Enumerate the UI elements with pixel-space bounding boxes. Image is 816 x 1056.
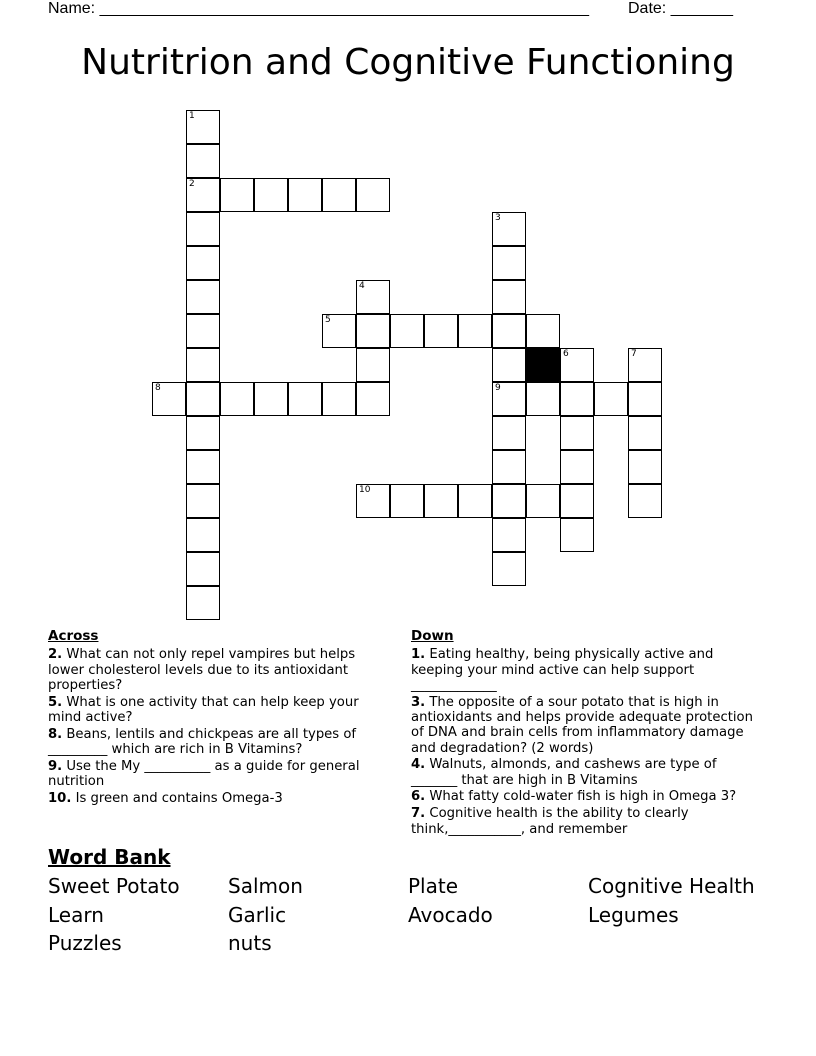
crossword-cell[interactable] — [356, 382, 390, 416]
crossword-cell[interactable] — [628, 416, 662, 450]
crossword-cell[interactable] — [560, 518, 594, 552]
crossword-cell[interactable] — [492, 552, 526, 586]
crossword-cell[interactable] — [492, 382, 526, 416]
crossword-cell[interactable] — [186, 484, 220, 518]
crossword-cell[interactable] — [560, 382, 594, 416]
clue-number: 3 — [495, 213, 501, 223]
word-bank-item: Legumes — [588, 903, 679, 927]
crossword-cell[interactable] — [186, 348, 220, 382]
word-bank-item: Garlic — [228, 903, 287, 927]
crossword-cell[interactable] — [186, 552, 220, 586]
clue-number: 4 — [359, 281, 365, 291]
crossword-cell[interactable] — [186, 518, 220, 552]
crossword-cell[interactable] — [390, 314, 424, 348]
crossword-cell[interactable] — [424, 484, 458, 518]
crossword-cell[interactable] — [186, 212, 220, 246]
crossword-cell[interactable] — [322, 314, 356, 348]
crossword-cell[interactable] — [560, 348, 594, 382]
word-bank-heading: Word Bank — [48, 845, 171, 869]
crossword-cell[interactable] — [492, 348, 526, 382]
crossword-cell[interactable] — [288, 178, 322, 212]
crossword-cell[interactable] — [356, 484, 390, 518]
down-clue-7: 7. Cognitive health is the ability to clearly think,___________, and remember — [411, 806, 689, 837]
word-bank-item: nuts — [228, 931, 272, 955]
clue-number: 9 — [495, 383, 501, 393]
down-clue-1: 1. Eating healthy, being physically active and keeping your mind active can help support _____________ — [411, 647, 714, 693]
crossword-cell[interactable] — [220, 178, 254, 212]
crossword-cell[interactable] — [186, 314, 220, 348]
across-heading: Across — [48, 628, 99, 644]
crossword-cell[interactable] — [322, 382, 356, 416]
clue-number: 8 — [155, 383, 161, 393]
crossword-cell[interactable] — [186, 450, 220, 484]
word-bank-item: Puzzles — [48, 931, 122, 955]
page-title: Nutritrion and Cognitive Functioning — [81, 42, 735, 83]
crossword-cell[interactable] — [220, 382, 254, 416]
down-clue-3: 3. The opposite of a sour potato that is high in antioxidants and helps provide adequate protection of DNA and brain cells from inflammatory damage and degradation? (2 words) — [411, 694, 753, 756]
clue-number: 10 — [359, 485, 371, 495]
crossword-cell[interactable] — [186, 280, 220, 314]
crossword-cell[interactable] — [492, 246, 526, 280]
down-heading: Down — [411, 628, 454, 644]
crossword-cell[interactable] — [526, 484, 560, 518]
crossword-cell[interactable] — [560, 484, 594, 518]
crossword-cell[interactable] — [322, 178, 356, 212]
word-bank-item: Learn — [48, 903, 104, 927]
crossword-cell[interactable] — [356, 280, 390, 314]
crossword-cell[interactable] — [560, 416, 594, 450]
word-bank-item: Salmon — [228, 874, 303, 898]
crossword-cell[interactable] — [390, 484, 424, 518]
word-bank-item: Cognitive Health — [588, 874, 755, 898]
down-clue-6: 6. What fatty cold-water fish is high in Omega 3? — [411, 789, 737, 805]
crossword-cell[interactable] — [492, 484, 526, 518]
crossword-cell[interactable] — [254, 178, 288, 212]
across-clue-9: 9. Use the My __________ as a guide for general nutrition — [48, 758, 360, 790]
crossword-cell[interactable] — [458, 314, 492, 348]
across-clues — [48, 629, 388, 808]
crossword-cell[interactable] — [628, 348, 662, 382]
word-bank-item: Plate — [408, 874, 459, 898]
crossword-cell[interactable] — [186, 178, 220, 212]
crossword-cell[interactable] — [424, 314, 458, 348]
crossword-cell[interactable] — [492, 314, 526, 348]
crossword-cell[interactable] — [186, 246, 220, 280]
crossword-cell[interactable] — [492, 518, 526, 552]
across-clue-2: 2. What can not only repel vampires but helps lower cholesterol levels due to its antioxidant properties? — [48, 647, 356, 693]
clue-number: 1 — [189, 111, 195, 121]
word-bank-item: Sweet Potato — [48, 874, 180, 898]
crossword-cell[interactable] — [526, 382, 560, 416]
crossword-cell[interactable] — [492, 212, 526, 246]
name-field: Name: _______________________________________________________ — [48, 0, 589, 17]
crossword-cell[interactable] — [186, 382, 220, 416]
crossword-cell[interactable] — [186, 144, 220, 178]
clue-number: 5 — [325, 315, 331, 325]
crossword-cell[interactable] — [356, 178, 390, 212]
crossword-cell[interactable] — [560, 450, 594, 484]
crossword-cell[interactable] — [492, 416, 526, 450]
crossword-cell[interactable] — [356, 348, 390, 382]
crossword-cell[interactable] — [186, 416, 220, 450]
crossword-cell[interactable] — [594, 382, 628, 416]
clue-number: 2 — [189, 179, 195, 189]
crossword-cell[interactable] — [526, 314, 560, 348]
crossword-cell[interactable] — [492, 450, 526, 484]
crossword-cell[interactable] — [288, 382, 322, 416]
crossword-cell[interactable] — [186, 110, 220, 144]
crossword-cell[interactable] — [628, 382, 662, 416]
crossword-cell[interactable] — [628, 484, 662, 518]
down-clues — [411, 629, 766, 838]
crossword-cell[interactable] — [356, 314, 390, 348]
crossword-cell[interactable] — [186, 586, 220, 620]
crossword-cell[interactable] — [254, 382, 288, 416]
word-bank-item: Avocado — [408, 903, 493, 927]
crossword-cell[interactable] — [152, 382, 186, 416]
date-field: Date: _______ — [628, 0, 733, 17]
clue-number: 7 — [631, 349, 637, 359]
down-clue-4: 4. Walnuts, almonds, and cashews are type of _______ that are high in B Vitamins — [411, 757, 717, 788]
across-clue-10: 10. Is green and contains Omega-3 — [48, 790, 283, 806]
crossword-cell[interactable] — [628, 450, 662, 484]
clue-number: 6 — [563, 349, 569, 359]
crossword-cell[interactable] — [492, 280, 526, 314]
across-clue-8: 8. Beans, lentils and chickpeas are all types of _________ which are rich in B Vitamins? — [48, 726, 357, 758]
crossword-cell[interactable] — [458, 484, 492, 518]
across-clue-5: 5. What is one activity that can help keep your mind active? — [48, 694, 359, 725]
crossword-black-cell — [526, 348, 560, 382]
